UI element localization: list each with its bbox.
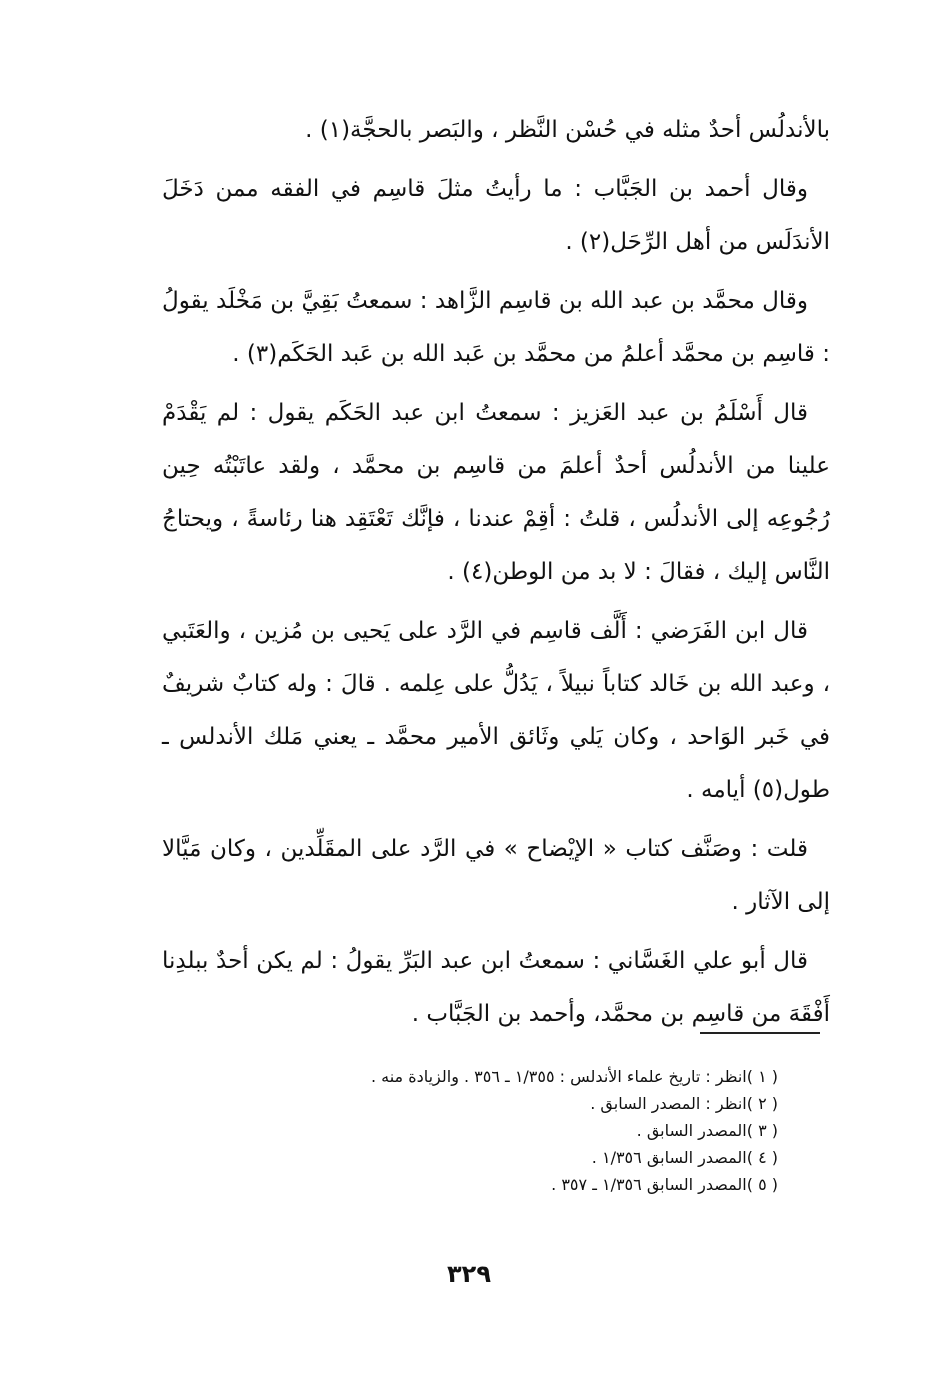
footnote-3: ( ٣ )المصدر السابق . <box>636 1121 778 1140</box>
footnote-5: ( ٥ )المصدر السابق ١/٣٥٦ ـ ٣٥٧ . <box>551 1175 778 1194</box>
paragraph-5: قال ابن الفَرَضي : أَلَّف قاسِم في الرَّد على يَحيى بن مُزين ، والعَتَبي ، وعبد الله بن خَالد كتاباً نبيلاً ، يَدُلُّ على عِلمه . قالَ : وله كتابٌ شريفٌ في خَبر الوَاحد ، وكان يَلي وثَائق الأمير محمَّد ـ يعني مَلك الأندلس ـ طول(٥) أيامه . <box>162 618 830 803</box>
page-number: ٣٢٩ <box>447 1260 491 1288</box>
footnote-divider <box>700 1032 820 1034</box>
paragraph-4: قال أَسْلَمُ بن عبد العَزيز : سمعتُ ابن عبد الحَكَم يقول : لم يَقْدَمْ علينا من الأندلُس أحدٌ أعلمَ من قاسِم بن محمَّد ، ولقد عاتَبْتُه حِين رُجُوعِه إلى الأندلُس ، قلتُ : أقِمْ عندنا ، فإنَّك تَعْتَقِد هنا رئاسةً ، ويحتاجُ النَّاس إليك ، فقالَ : لا بد من الوطن(٤) . <box>162 400 830 585</box>
paragraph-7: قال أبو علي الغَسَّاني : سمعتُ ابن عبد البَرِّ يقولُ : لم يكن أحدٌ ببلدِنا أَفْقَهَ من قاسِم بن محمَّد، وأحمد بن الجَبَّاب . <box>162 948 830 1027</box>
main-text <box>162 104 830 1047</box>
paragraph-3: وقال محمَّد بن عبد الله بن قاسِم الزَّاهد : سمعتُ بَقِيَّ بن مَخْلَد يقولُ : قاسِم بن محمَّد أعلمُ من محمَّد بن عَبد الله بن عَبد الحَكَم(٣) . <box>162 288 830 367</box>
footnote-2: ( ٢ )انظر : المصدر السابق . <box>590 1094 778 1113</box>
footnote-1: ( ١ )انظر : تاريخ علماء الأندلس : ١/٣٥٥ ـ ٣٥٦ . والزيادة منه . <box>370 1067 778 1086</box>
footnotes <box>200 1063 778 1198</box>
paragraph-1: بالأندلُس أحدٌ مثله في حُسْن النَّظر ، والبَصر بالحجَّة(١) . <box>305 117 830 143</box>
paragraph-2: وقال أحمد بن الجَبَّاب : ما رأيتُ مثلَ قاسِم في الفقه ممن دَخَلَ الأندَلَس من أهل الرِّحَل(٢) . <box>162 176 830 255</box>
footnote-4: ( ٤ )المصدر السابق ١/٣٥٦ . <box>591 1148 778 1167</box>
paragraph-6: قلت : وصَنَّف كتاب « الإيْضاح » في الرَّد على المقَلِّدين ، وكان مَيَّالا إلى الآثار . <box>162 836 830 915</box>
